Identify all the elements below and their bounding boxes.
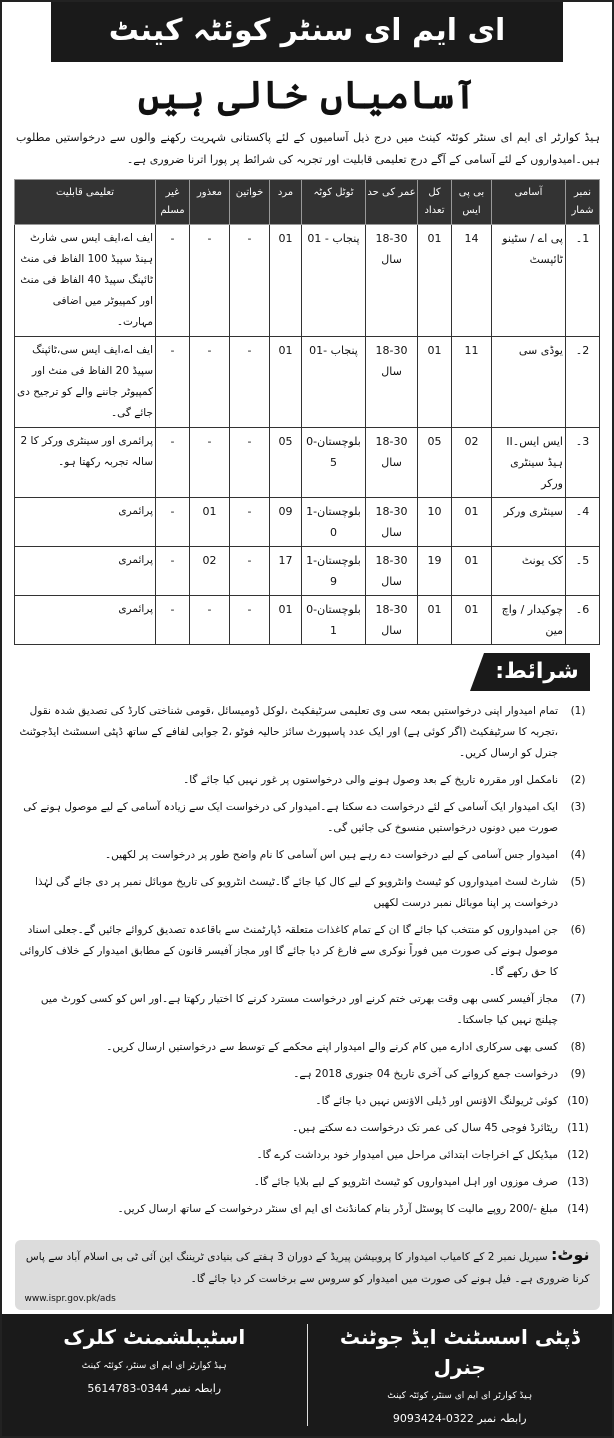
table-cell: - [230,547,270,596]
condition-item [16,701,598,764]
condition-number: (12) [567,1149,589,1161]
table-row [15,596,600,645]
condition-number: (7) [570,993,586,1005]
table-cell: - [230,225,270,337]
table-cell: 01 [418,337,452,428]
table-cell: 01 [418,225,452,337]
condition-item [16,872,598,914]
condition-item [16,1199,598,1220]
condition-text: جن امیدواروں کو منتخب کیا جائے گا ان کے تمام کاغذات متعلقہ ڈپارٹمنٹ سے باقاعدہ تصدیق کروائے جائیں گے۔جعلی اسناد موصول ہونے کی صورت میں فوراً نوکری سے فارغ کر دیا جائے گا اور مجاز آفیسر قانون کے مطابق امیدوار کے خلاف کاروائی کا حق رکھے گا۔ [19,924,558,978]
contact-address: ہیڈ کوارٹر ای ایم ای سنٹر، کوئٹہ کینٹ [81,1361,227,1371]
table-cell: 3۔ [566,428,600,498]
table-cell: 05 [270,428,302,498]
table-cell: بلوچستان-19 [302,547,366,596]
contact-address: ہیڈ کوارٹر ای ایم ای سنٹر، کوئٹہ کینٹ [387,1391,533,1401]
table-cell: کک یونٹ [492,547,566,596]
table-cell: 05 [418,428,452,498]
condition-item [16,1172,598,1193]
table-cell: - [190,225,230,337]
contact-phone: رابطہ نمبر 0322-9093424 [392,1412,527,1425]
table-cell: 2۔ [566,337,600,428]
table-cell: یوڈی سی [492,337,566,428]
contact-phone: رابطہ نمبر 0344-5614783 [87,1382,222,1395]
table-cell: 01 [190,498,230,547]
table-cell: 01 [270,337,302,428]
condition-text: مجاز آفیسر کسی بھی وقت بھرتی ختم کرنے اور درخواست مسترد کرنے کا اختیار رکھتا ہے۔اور اس کو کسی کورٹ میں چیلنج نہیں کیا جاسکتا۔ [40,993,558,1026]
note-label: نوٹ: [550,1245,590,1264]
footer-divider [307,1324,308,1426]
condition-item [16,1145,598,1166]
intro-text: ہیڈ کوارٹر ای ایم ای سنٹر کوئٹہ کینٹ میں درج ذیل آسامیوں کے لئے پاکستانی شہریت رکھنے والوں سے درخواستیں مطلوب ہیں۔امیدواروں کے لئے آسامی کے آگے درج تعلیمی قابلیت اور تجربہ کی شرائط پر پورا اترنا ضروری ہے۔ [16,131,600,166]
table-cell: 4۔ [566,498,600,547]
column-header: خواتین [230,180,270,225]
column-header: نمبر شمار [566,180,600,225]
condition-text: مبلغ -/200 روپے مالیت کا پوسٹل آرڈر بنام کمانڈنٹ ای ایم ای سنٹر درخواست کے ساتھ ارسال کریں۔ [117,1203,558,1215]
table-cell: 01 [270,596,302,645]
table-cell: پرائمری [15,498,156,547]
condition-number: (8) [570,1041,586,1053]
note-box [15,1240,600,1310]
table-cell: ایس ایس۔II ہیڈ سینٹری ورکر [492,428,566,498]
table-cell: - [156,428,190,498]
table-cell: بلوچستان-05 [302,428,366,498]
table-cell: - [190,596,230,645]
table-cell: ایف اے،ایف ایس سی شارٹ ہینڈ سپیڈ 100 الفاظ فی منٹ ٹائپنگ سپیڈ 40 الفاظ فی منٹ اور کمپیوٹر میں اضافی مہارت۔ [15,225,156,337]
vacancies-heading: آسامیاں خالی ہیں [137,72,477,117]
table-cell: 18-30 سال [366,596,418,645]
condition-number: (5) [570,876,586,888]
condition-text: ایک امیدوار ایک آسامی کے لئے درخواست دے سکتا ہے۔امیدوار کی درخواست ایک سے زیادہ آسامی کے لیے موصول ہونے کی صورت میں دونوں درخواستیں منسوخ کی جائیں گی۔ [23,801,558,834]
table-cell: - [230,596,270,645]
table-row [15,547,600,596]
table-cell: 18-30 سال [366,337,418,428]
org-title: ای ایم ای سنٹر کوئٹہ کینٹ [51,2,563,62]
condition-text: درخواست جمع کروانے کی آخری تاریخ 04 جنوری 2018 ہے۔ [293,1068,558,1080]
condition-text: نامکمل اور مقررہ تاریخ کے بعد وصول ہونے والی درخواستوں پر غور نہیں کیا جائے گا۔ [183,774,558,786]
column-header: عمر کی حد [366,180,418,225]
table-cell: - [156,596,190,645]
condition-item [16,920,598,983]
table-cell: پرائمری اور سینٹری ورکر کا 2 سالہ تجربہ رکھتا ہو۔ [15,428,156,498]
table-cell: 5۔ [566,547,600,596]
table-cell: چوکیدار / واچ مین [492,596,566,645]
table-cell: - [156,225,190,337]
column-header: تعلیمی قابلیت [15,180,156,225]
table-cell: پی اے / سٹینو ٹائپسٹ [492,225,566,337]
column-header: کل تعداد [418,180,452,225]
table-cell: 01 [270,225,302,337]
table-cell: 01 [418,596,452,645]
conditions-list [16,701,598,1226]
table-cell: بلوچستان-10 [302,498,366,547]
condition-text: کسی بھی سرکاری ادارے میں کام کرنے والے امیدوار اپنے محکمے کے توسط سے درخواستیں ارسال کریں۔ [106,1041,558,1053]
table-cell: 01 [452,547,492,596]
table-cell: 02 [452,428,492,498]
vacancy-table [14,179,600,645]
table-cell: 19 [418,547,452,596]
table-cell: - [190,428,230,498]
condition-item [16,1064,598,1085]
table-cell: ایف اے،ایف ایس سی،ٹائپنگ سپیڈ 20 الفاظ فی منٹ اور کمپیوٹر جاننے والے کو ترجیح دی جائے گی۔ [15,337,156,428]
table-cell: پنجاب -01 [302,337,366,428]
contact-deputy-ajg [308,1314,613,1436]
condition-number: (1) [570,705,586,717]
table-cell: 11 [452,337,492,428]
condition-number: (9) [570,1068,586,1080]
table-cell: 1۔ [566,225,600,337]
condition-text: صرف موزوں اور اہل امیدواروں کو ٹیسٹ انٹرویو کے لیے بلایا جائے گا۔ [253,1176,558,1188]
conditions-heading: شرائط: [484,653,590,691]
table-cell: پرائمری [15,547,156,596]
column-header: آسامی [492,180,566,225]
footer [2,1314,612,1436]
condition-number: (6) [570,924,586,936]
condition-text: تمام امیدوار اپنی درخواستیں بمعہ سی وی تعلیمی سرٹیفکیٹ ،لوکل ڈومیسائل ،قومی شناختی کارڈ کی تصدیق شدہ نقول ،تجربہ کا سرٹیفکیٹ (اگر کوئی ہے) اور ایک عدد پاسپورٹ سائز حالیہ فوٹو ،2 جوابی لفافے کے ساتھ ڈپٹی اسسٹنٹ ایڈجوٹنٹ جنرل کو ارسال کریں۔ [19,705,558,759]
table-cell: 10 [418,498,452,547]
table-cell: - [230,498,270,547]
condition-text: کوئی ٹریولنگ الاؤنس اور ڈیلی الاؤنس نہیں دیا جائے گا۔ [315,1095,558,1107]
condition-item [16,845,598,866]
contact-title: اسٹیبلشمنٹ کلرک [63,1325,246,1349]
condition-item [16,1037,598,1058]
table-cell: 09 [270,498,302,547]
condition-number: (4) [570,849,586,861]
table-cell: 01 [452,498,492,547]
table-header-row [15,180,600,225]
table-row [15,337,600,428]
table-cell: 17 [270,547,302,596]
condition-item [16,1118,598,1139]
condition-number: (3) [570,801,586,813]
condition-item [16,770,598,791]
table-row [15,498,600,547]
condition-number: (2) [570,774,586,786]
table-cell: 01 [452,596,492,645]
table-cell: 18-30 سال [366,547,418,596]
column-header: بی پی ایس [452,180,492,225]
table-cell: - [156,337,190,428]
table-cell: - [156,547,190,596]
condition-number: (11) [567,1122,589,1134]
table-cell: سینٹری ورکر [492,498,566,547]
condition-number: (13) [567,1176,589,1188]
table-cell: 6۔ [566,596,600,645]
condition-number: (10) [567,1095,589,1107]
column-header: مرد [270,180,302,225]
table-cell: - [156,498,190,547]
table-cell: 18-30 سال [366,498,418,547]
condition-text: شارٹ لسٹ امیدواروں کو ٹیسٹ وانٹرویو کے لیے کال کیا جائے گا۔ٹیسٹ انٹرویو کی تاریخ موبائل نمبر پر دی جائے گی لہٰذا درخواست پر اپنا موبائل نمبر درست لکھیں [35,876,558,909]
table-cell: - [230,428,270,498]
column-header: ٹوٹل کوٹہ [302,180,366,225]
table-cell: بلوچستان-01 [302,596,366,645]
contact-establishment-clerk [2,1314,307,1436]
condition-text: میڈیکل کے اخراجات ابتدائی مراحل میں امیدوار خود برداشت کرے گا۔ [256,1149,558,1161]
condition-item [16,989,598,1031]
table-cell: 02 [190,547,230,596]
column-header: غیر مسلم [156,180,190,225]
contact-title: ڈپٹی اسسٹنٹ ایڈ جوٹنٹ جنرل [339,1325,580,1379]
table-cell: - [230,337,270,428]
condition-text: ریٹائرڈ فوجی 45 سال کی عمر تک درخواست دے سکتے ہیں۔ [292,1122,558,1134]
condition-number: (14) [567,1203,589,1215]
table-row [15,428,600,498]
source-url: www.ispr.gov.pk/ads [24,1294,116,1304]
table-cell: 14 [452,225,492,337]
condition-item [16,797,598,839]
table-cell: پنجاب - 01 [302,225,366,337]
note-text: سیریل نمبر 2 کے کامیاب امیدوار کا پروبیشن پیریڈ کے دوران 3 ہفتے کی بنیادی ٹریننگ این آئی ٹی بی اسلام آباد سے پاس کرنا ضروری ہے۔ فیل ہونے کی صورت میں امیدوار کو سروس سے برخاست کر دیا جائے گا۔ [25,1251,590,1285]
table-cell: - [190,337,230,428]
table-cell: پرائمری [15,596,156,645]
condition-text: امیدوار جس آسامی کے لیے درخواست دے رہے ہیں اس آسامی کا نام واضح طور پر درخواست پر لکھیں۔ [104,849,558,861]
table-cell: 18-30 سال [366,428,418,498]
table-cell: 18-30 سال [366,225,418,337]
condition-item [16,1091,598,1112]
column-header: معذور [190,180,230,225]
table-row [15,225,600,337]
